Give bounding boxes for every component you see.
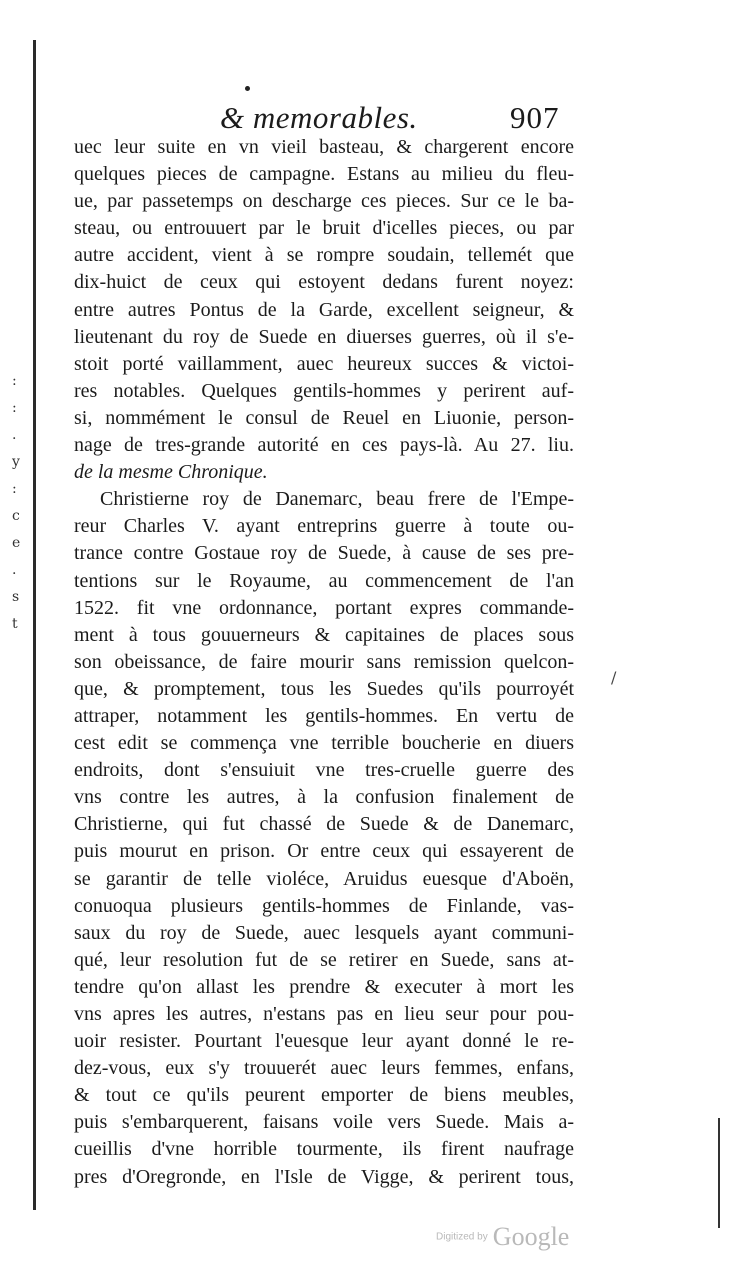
text-line: nage de tres-grande autorité en ces pays-là. Au 27. liu. — [74, 434, 574, 457]
text-line: conuoqua plusieurs gentils-hommes de Finlande, vas- — [74, 894, 574, 917]
text-line: entre autres Pontus de la Garde, excellent seigneur, & — [74, 298, 574, 321]
google-logo: Google — [492, 1222, 570, 1251]
text-line: se garantir de telle violéce, Aruidus euesque d'Aboën, — [74, 867, 574, 890]
left-binding-shadow — [33, 40, 36, 1210]
text-line: 1522. fit vne ordonnance, portant expres commande- — [74, 596, 574, 619]
text-line: ment à tous gouuerneurs & capitaines de places sous — [74, 623, 574, 646]
text-line: vns apres les autres, n'estans pas en lieu seur pour pou- — [74, 1003, 574, 1025]
body-text — [74, 134, 574, 1191]
text-line: attraper, notamment les gentils-hommes. En vertu de — [74, 704, 574, 727]
text-line: ue, par passetemps on descharge ces pieces. Sur ce le ba- — [74, 190, 574, 213]
ink-dot — [245, 86, 250, 91]
left-margin-marks — [12, 368, 26, 638]
text-line: saux du roy de Suede, auec lesquels ayant communi- — [74, 921, 574, 944]
text-line: qué, leur resolution fut de se retirer en Suede, sans at- — [74, 948, 574, 971]
margin-mark: c — [12, 508, 20, 524]
page-number: 907 — [510, 100, 560, 135]
text-line: vns contre les autres, à la confusion finalement de — [74, 786, 574, 809]
text-line: uoir resister. Pourtant l'euesque leur ayant donné le re- — [74, 1030, 574, 1053]
text-line: pres d'Oregronde, en l'Isle de Vigge, & perirent tous, — [74, 1165, 574, 1188]
margin-mark: e — [12, 535, 21, 551]
text-line: Christierne, qui fut chassé de Suede & de Danemarc, — [74, 813, 574, 836]
text-line: lieutenant du roy de Suede en diuerses guerres, où il s'e- — [74, 325, 574, 348]
text-line: steau, ou entrouuert par le bruit d'icelles pieces, ou par — [74, 217, 574, 240]
paragraph-start-line: Christierne roy de Danemarc, beau frere de l'Empe- — [100, 488, 574, 511]
text-line: son obeissance, de faire mourir sans remission quelcon- — [74, 650, 574, 673]
running-head: & memorables. — [220, 100, 418, 135]
margin-mark: : — [12, 373, 17, 389]
margin-mark: . — [12, 562, 17, 578]
text-line: tendre qu'on allast les prendre & executer à mort les — [74, 975, 574, 998]
text-line: res notables. Quelques gentils-hommes y perirent auf- — [74, 379, 574, 402]
text-line: cueillis d'vne horrible tourmente, ils firent naufrage — [74, 1138, 574, 1161]
right-edge-shadow — [718, 1118, 720, 1228]
watermark-prefix: Digitized by — [436, 1231, 488, 1243]
text-line: dez-vous, eux s'y trouuerét auec leurs femmes, enfans, — [74, 1057, 574, 1080]
text-line: trance contre Gostaue roy de Suede, à cause de ses pre- — [74, 542, 574, 565]
text-line: dix-huict de ceux qui estoyent dedans furent noyez: — [74, 271, 574, 294]
margin-mark: y — [12, 454, 20, 470]
text-line: cest edit se commença vne terrible boucherie en diuers — [74, 732, 574, 755]
margin-mark: t — [12, 616, 18, 632]
text-line: tentions sur le Royaume, au commencement de l'an — [74, 569, 574, 592]
text-line: puis s'embarquerent, faisans voile vers Suede. Mais a- — [74, 1111, 574, 1134]
stray-mark: / — [611, 668, 617, 687]
text-line: que, & promptement, tous les Suedes qu'ils pourroyét — [74, 677, 574, 700]
margin-mark: : — [12, 400, 17, 416]
text-line: stoit porté vaillamment, auec heureux succes & victoi- — [74, 352, 574, 375]
text-line: endroits, dont s'ensuiuit vne tres-cruelle guerre des — [74, 759, 574, 782]
text-line: reur Charles V. ayant entreprins guerre à toute ou- — [74, 515, 574, 538]
margin-mark: : — [12, 481, 17, 497]
margin-mark: s — [12, 589, 20, 605]
text-line: quelques pieces de campagne. Estans au milieu du fleu- — [74, 163, 574, 186]
text-line: & tout ce qu'ils peurent emporter de biens meubles, — [74, 1084, 574, 1107]
text-line: puis mourut en prison. Or entre ceux qui essayerent de — [74, 840, 574, 863]
text-line: si, nommément le consul de Reuel en Liuonie, person- — [74, 406, 574, 429]
margin-mark: . — [12, 427, 17, 443]
text-line: uec leur suite en vn vieil basteau, & chargerent encore — [74, 136, 574, 158]
digitized-by-google-watermark — [436, 1222, 596, 1252]
citation-line: de la mesme Chronique. — [74, 461, 268, 484]
text-line: autre accident, vient à se rompre soudain, tellemét que — [74, 244, 574, 267]
